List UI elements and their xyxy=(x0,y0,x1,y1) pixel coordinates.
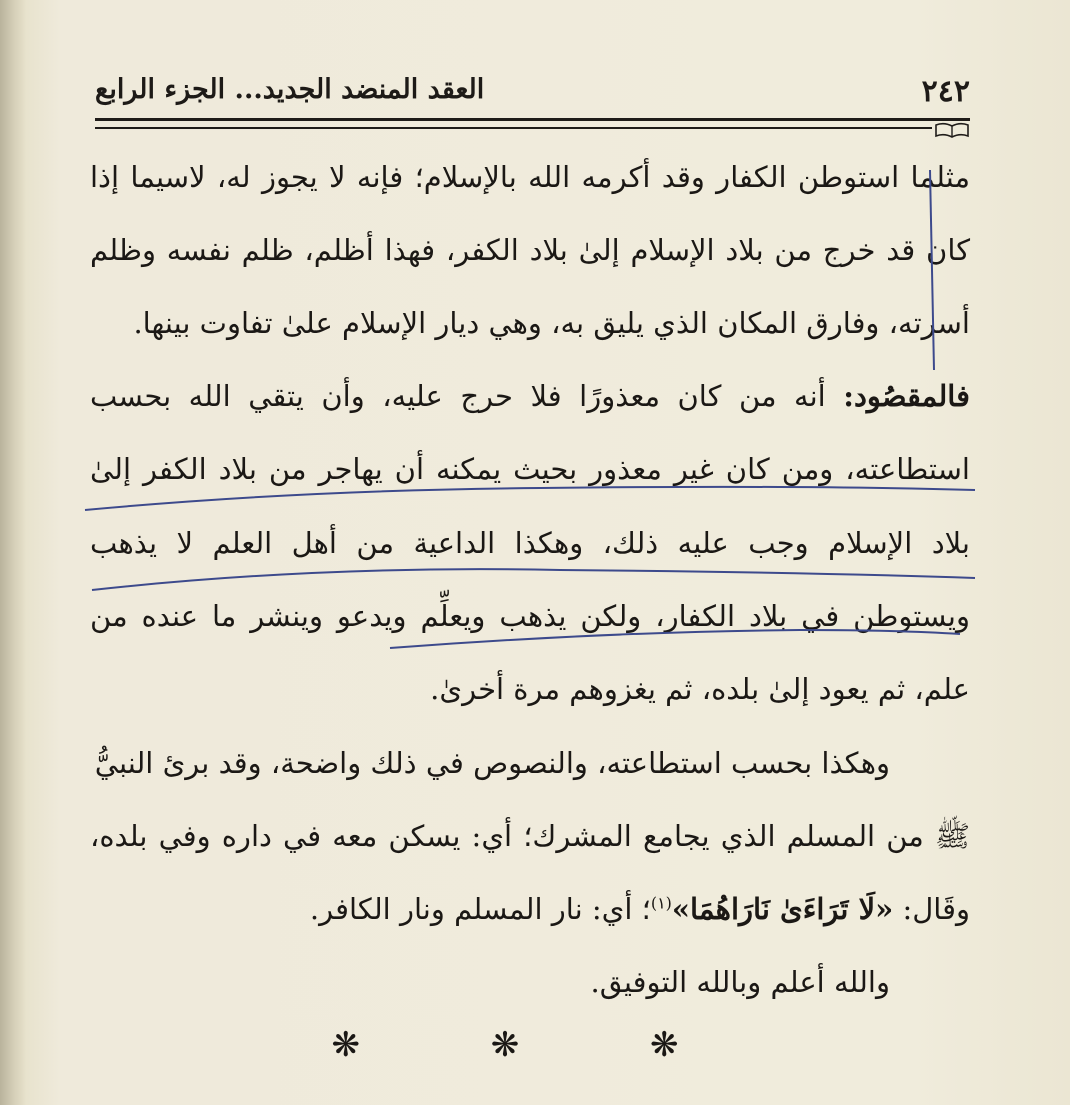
text-line xyxy=(90,892,970,936)
underline-stroke xyxy=(92,569,975,590)
text-line: مثلما استوطن الكفار وقد أكرمه الله بالإسلام؛ فإنه لا يجوز له، لاسيما إذا xyxy=(90,160,970,194)
text-line: والله أعلم وبالله التوفيق. xyxy=(590,965,890,999)
section-ornament: ❋ ❋ ❋ xyxy=(331,1025,739,1065)
text-line: وهكذا بحسب استطاعته، والنصوص في ذلك واضحة، وقد برئ النبيُّ xyxy=(94,746,890,780)
page-number: ٢٤٢ xyxy=(921,74,970,109)
text-segment: ؛ أي: نار المسلم ونار الكافر. xyxy=(309,892,651,926)
header-rule-thin xyxy=(95,127,932,129)
lead-word: فالمقصُود: xyxy=(843,379,970,413)
text-line: استطاعته، ومن كان غير معذور بحيث يمكنه أن يهاجر من بلاد الكفر إلىٰ xyxy=(90,452,970,486)
header-rule-thick xyxy=(95,118,970,121)
text-line: علم، ثم يعود إلىٰ بلده، ثم يغزوهم مرة أخرىٰ. xyxy=(430,672,970,706)
text-line: كان قد خرج من بلاد الإسلام إلىٰ بلاد الكفر، فهذا أظلم، ظلم نفسه وظلم xyxy=(90,233,970,267)
text-line: أسرته، وفارق المكان الذي يليق به، وهي ديار الإسلام علىٰ تفاوت بينها. xyxy=(133,306,970,340)
running-title: العقد المنضد الجديد... الجزء الرابع xyxy=(95,74,485,105)
text-line: ويستوطن في بلاد الكفار، ولكن يذهب ويعلِّم ويدعو وينشر ما عنده من xyxy=(90,599,970,633)
honorific-glyph: ﷺ xyxy=(934,819,971,853)
open-book-icon xyxy=(934,122,970,138)
text-line: بلاد الإسلام وجب عليه ذلك، وهكذا الداعية من أهل العلم لا يذهب xyxy=(90,526,970,560)
hadith-quote: «لَا تَرَاءَىٰ نَارَاهُمَا» xyxy=(671,892,894,926)
text-line xyxy=(90,379,970,423)
text-line xyxy=(90,819,970,863)
text-segment: أنه من كان معذورًا فلا حرج عليه، وأن يتقي الله بحسب xyxy=(90,379,826,413)
spine-shadow xyxy=(0,0,26,1105)
text-segment: من المسلم الذي يجامع المشرك؛ أي: يسكن معه في داره وفي بلده، xyxy=(90,819,924,853)
page-header xyxy=(95,70,970,140)
quote-intro: وقَال: xyxy=(893,892,970,926)
footnote-marker: (١) xyxy=(650,893,672,913)
